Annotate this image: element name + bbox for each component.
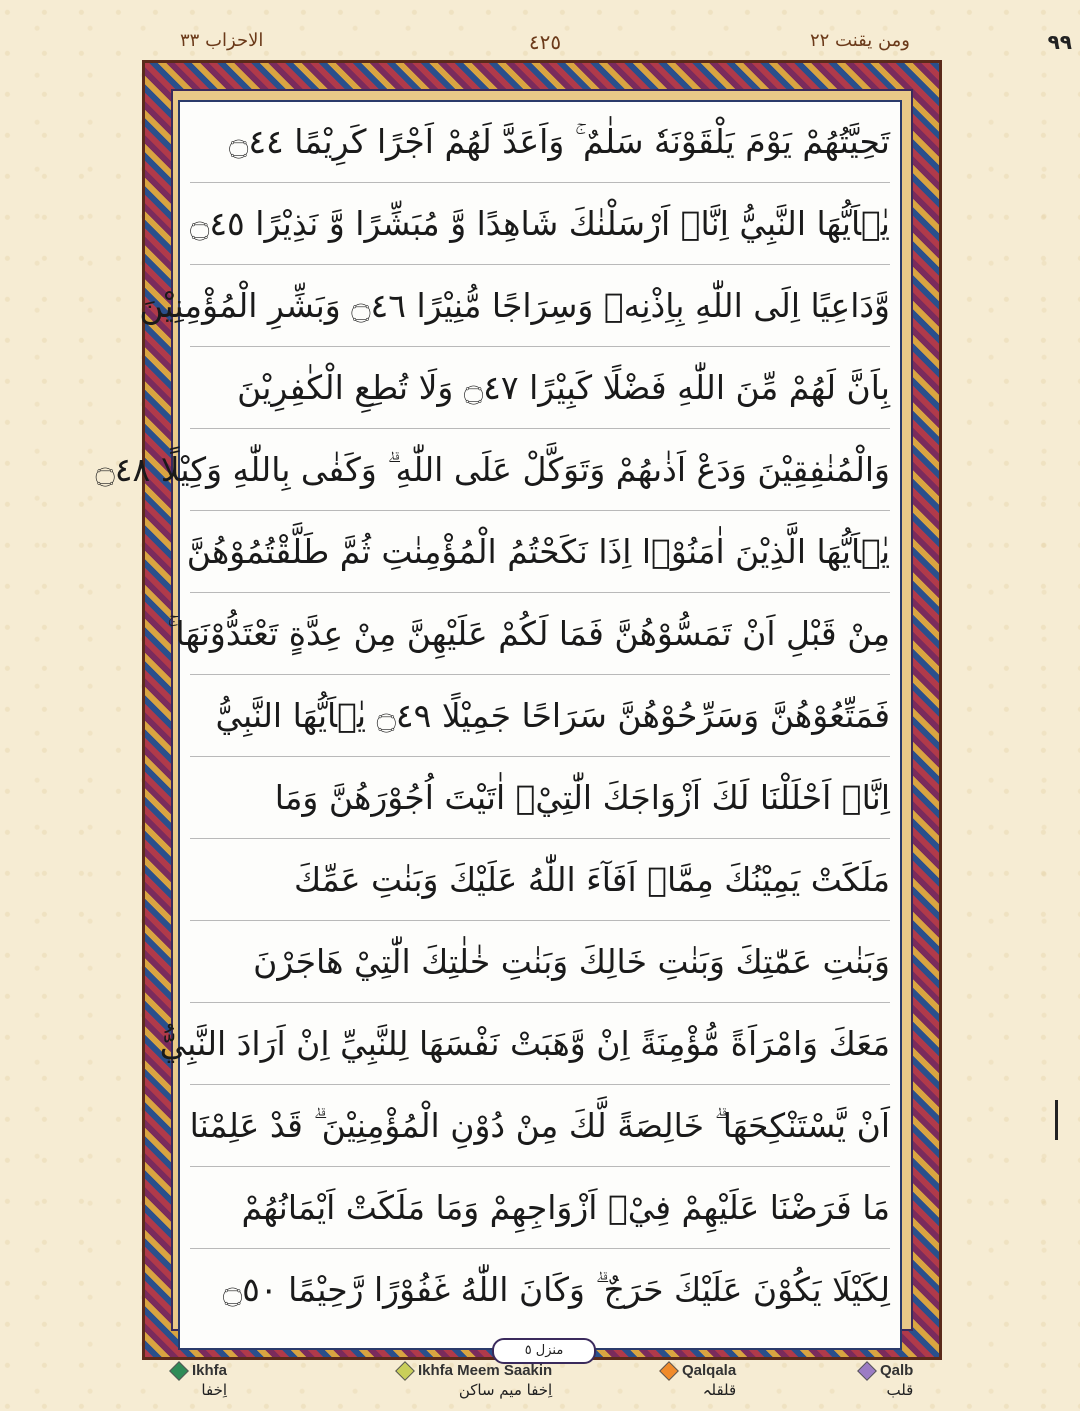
juz-name: ومن يقنت ٢٢	[809, 30, 910, 51]
legend-label-en: Qalqala	[682, 1362, 737, 1379]
verse-line: اِنَّاۤ اَحْلَلْنَا لَكَ اَزْوَاجَكَ الّٰتِيْۤ اٰتَيْتَ اُجُوْرَهُنَّ وَمَا	[190, 758, 890, 839]
legend-label-ur: اِخفا میم ساکن	[458, 1381, 553, 1399]
manzil-label: منزل ٥	[492, 1338, 596, 1364]
tajweed-legend	[0, 1362, 1080, 1411]
legend-label-ur: قلب	[886, 1381, 914, 1399]
verse-line: وَّدَاعِيًا اِلَى اللّٰهِ بِاِذْنِهٖ وَسِرَاجًا مُّنِيْرًا ۝٤٦ وَبَشِّرِ الْمُؤْمِنِيْنَ	[190, 266, 890, 347]
legend-label-en: Ikhfa Meem Saakin	[418, 1362, 553, 1379]
legend-item-qalqala	[662, 1362, 736, 1399]
verse-line: مِنْ قَبْلِ اَنْ تَمَسُّوْهُنَّ فَمَا لَكُمْ عَلَيْهِنَّ مِنْ عِدَّةٍ تَعْتَدُّوْنَهَا ۚ	[190, 594, 890, 675]
legend-label-en: Qalb	[880, 1362, 914, 1379]
ikhfa-meem-diamond-icon	[395, 1361, 415, 1381]
legend-label-ur: قلقلہ	[702, 1381, 737, 1399]
verse-line: بِاَنَّ لَهُمْ مِّنَ اللّٰهِ فَضْلًا كَبِيْرًا ۝٤٧ وَلَا تُطِعِ الْكٰفِرِيْنَ	[190, 348, 890, 429]
edge-marker	[1055, 1100, 1058, 1140]
verse-text-block	[95, 100, 902, 1350]
verse-line: مَا فَرَضْنَا عَلَيْهِمْ فِيْۤ اَزْوَاجِهِمْ وَمَا مَلَكَتْ اَيْمَانُهُمْ	[190, 1168, 890, 1249]
verse-line: مَلَكَتْ يَمِيْنُكَ مِمَّاۤ اَفَآءَ اللّٰهُ عَلَيْكَ وَبَنٰتِ عَمِّكَ	[190, 840, 890, 921]
verse-line: تَحِيَّتُهُمْ يَوْمَ يَلْقَوْنَهٗ سَلٰمٌ ۚ وَاَعَدَّ لَهُمْ اَجْرًا كَرِيْمًا ۝٤٤	[190, 102, 890, 183]
page-header	[150, 24, 940, 60]
legend-label-en: Ikhfa	[192, 1362, 228, 1379]
verse-line: اَنْ يَّسْتَنْكِحَهَا ۗ خَالِصَةً لَّكَ مِنْ دُوْنِ الْمُؤْمِنِيْنَ ۗ قَدْ عَلِمْنَا	[190, 1086, 890, 1167]
verse-line: وَبَنٰتِ عَمّٰتِكَ وَبَنٰتِ خَالِكَ وَبَنٰتِ خٰلٰتِكَ الّٰتِيْ هَاجَرْنَ	[190, 922, 890, 1003]
verse-line: لِكَيْلَا يَكُوْنَ عَلَيْكَ حَرَجٌ ۗ وَكَانَ اللّٰهُ غَفُوْرًا رَّحِيْمًا ۝٥٠	[222, 1270, 890, 1309]
verse-line: يٰۤاَيُّهَا النَّبِيُّ اِنَّاۤ اَرْسَلْنٰكَ شَاهِدًا وَّ مُبَشِّرًا وَّ نَذِيْرًا ۝٤٥	[190, 184, 890, 265]
legend-item-ikhfa-meem-saakin	[398, 1362, 552, 1399]
verse-line: مَعَكَ وَامْرَاَةً مُّؤْمِنَةً اِنْ وَّهَبَتْ نَفْسَهَا لِلنَّبِيِّ اِنْ اَرَادَ النَّبِيُّ	[190, 1004, 890, 1085]
qalb-diamond-icon	[857, 1361, 877, 1381]
qalqala-diamond-icon	[659, 1361, 679, 1381]
legend-item-ikhfa	[172, 1362, 227, 1399]
surah-name: الاحزاب ٣٣	[180, 30, 264, 51]
verse-line: فَمَتِّعُوْهُنَّ وَسَرِّحُوْهُنَّ سَرَاحًا جَمِيْلًا ۝٤٩ يٰۤاَيُّهَا النَّبِيُّ	[190, 676, 890, 757]
verse-line: يٰۤاَيُّهَا الَّذِيْنَ اٰمَنُوْۤا اِذَا نَكَحْتُمُ الْمُؤْمِنٰتِ ثُمَّ طَلَّقْتُمُوْهُنَّ	[190, 512, 890, 593]
page-number: ٤٢٥	[528, 30, 562, 54]
edge-juz-mark: ٩٩	[1047, 30, 1072, 54]
ikhfa-diamond-icon	[169, 1361, 189, 1381]
legend-label-ur: اِخفا	[201, 1381, 228, 1399]
verse-line: وَالْمُنٰفِقِيْنَ وَدَعْ اَذٰىهُمْ وَتَوَكَّلْ عَلَى اللّٰهِ ۗ وَكَفٰى بِاللّٰهِ وَكِيْلًا ۝٤٨	[190, 430, 890, 511]
legend-item-qalb	[860, 1362, 913, 1399]
